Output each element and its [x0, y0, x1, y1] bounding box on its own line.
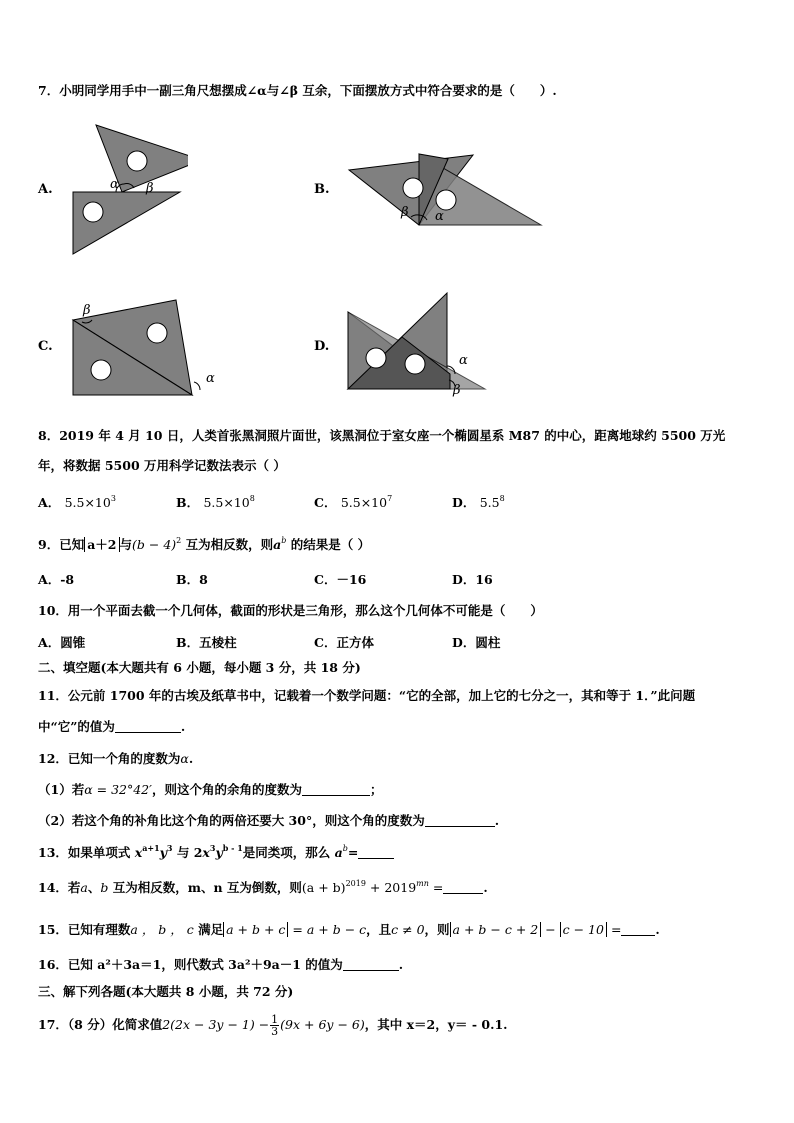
answer-blank[interactable] [425, 814, 495, 827]
q17-stem: 17．（8 分）化简求值2(2x − 3y − 1) − $\frac{1}{3}$ (9x + 6y − 6)，其中 x＝2，y＝ - 0.1. [38, 1013, 508, 1038]
q7-option-b-label: B. [314, 182, 330, 197]
alpha-label: α [110, 177, 119, 192]
q14-stem: 14．若a、b 互为相反数，m、n 互为倒数，则$(a + b)^{2019} + 2019^{mn}$ = . [38, 879, 488, 895]
triangle-hole-circle [405, 354, 425, 374]
angle-alpha-arc [194, 382, 200, 390]
q11-line2: 中“它”的值为 . [38, 719, 186, 734]
answer-blank[interactable] [621, 923, 655, 936]
beta-label: β [401, 205, 409, 220]
q7-stem: 7．小明同学用手中一副三角尺想摆成∠α与∠β 互余，下面摆放方式中符合要求的是（ ）. [38, 83, 557, 98]
q8-option-a: A． $5.5\times 10^3$ [38, 494, 116, 510]
q7-figure-b [345, 150, 545, 230]
answer-blank[interactable] [115, 720, 181, 733]
set-square-bottom [73, 192, 180, 254]
q12-stem: 12．已知一个角的度数为α. [38, 751, 194, 766]
alpha-label: α [459, 353, 468, 368]
q7-figure-c [68, 298, 228, 402]
q7-option-c-label: C. [38, 339, 53, 354]
q10-option-c: C．正方体 [314, 635, 374, 650]
q7-figure-d [345, 290, 495, 402]
triangle-hole-circle [83, 202, 103, 222]
q16-stem: 16．已知 a²＋3a＝1，则代数式 3a²＋9a－1 的值为 . [38, 957, 404, 972]
q9-option-a: A．-8 [38, 572, 75, 587]
alpha-label: α [206, 371, 215, 386]
section-2-heading: 二、填空题(本大题共有 6 小题，每小题 3 分，共 18 分) [38, 660, 361, 675]
q8-option-b: B． $5.5\times 10^8$ [176, 494, 255, 510]
triangle-hole-circle [403, 178, 423, 198]
q12-part1: （1）若α = 32°42′，则这个角的余角的度数为 ； [38, 782, 383, 797]
beta-label: β [83, 303, 91, 318]
fraction-one-third: $\frac{1}{3}$ [271, 1013, 279, 1038]
triangle-hole-circle [366, 348, 386, 368]
q12-part2: （2）若这个角的补角比这个角的两倍还要大 30°，则这个角的度数为 . [38, 813, 500, 828]
q7-figure-a [68, 120, 188, 260]
beta-label: β [453, 383, 461, 398]
triangle-hole-circle [91, 360, 111, 380]
answer-blank[interactable] [302, 783, 370, 796]
q11-line1: 11．公元前 1700 年的古埃及纸草书中，记载着一个数学问题：“它的全部，加上它的七分之一，其和等于 1．”此问题 [38, 688, 696, 703]
q8-option-d: D． $5.5^8$ [452, 494, 505, 510]
q15-stem: 15．已知有理数a ， b ， c 满足 a + b + c = a + b − c，且c ≠ 0，则 a + b − c + 2 − c − 10 = . [38, 922, 660, 937]
section-3-heading: 三、解下列各题(本大题共 8 小题，共 72 分) [38, 984, 294, 999]
q13-stem: 13．如果单项式 $x^{a+1}y^3$ 与 $2x^3y^{b - 1}$是同类项，那么 $a^b=$ [38, 845, 394, 861]
q10-stem: 10．用一个平面去截一个几何体，截面的形状是三角形，那么这个几何体不可能是（ ） [38, 603, 543, 618]
q8-line2: 年，将数据 5500 万用科学记数法表示（ ） [38, 458, 286, 473]
q9-stem: 9．已知 a＋2 与$(b - 4)^2$ 互为相反数，则$a^b$ 的结果是（ ） [38, 536, 371, 552]
answer-blank[interactable] [443, 881, 483, 894]
triangle-hole-circle [436, 190, 456, 210]
answer-blank[interactable] [343, 958, 399, 971]
triangle-hole-circle [147, 323, 167, 343]
q9-option-c: C．－16 [314, 572, 367, 587]
q9-abs: a＋2 [84, 537, 119, 552]
q8-option-c: C． $5.5\times 10^7$ [314, 494, 393, 510]
q10-option-a: A．圆锥 [38, 635, 86, 650]
beta-label: β [146, 181, 154, 196]
answer-blank[interactable] [358, 846, 394, 859]
q9-option-b: B．8 [176, 572, 208, 587]
q8-line1: 8．2019 年 4 月 10 日，人类首张黑洞照片面世，该黑洞位于室女座一个椭圆星系 M87 的中心，距离地球约 5500 万光 [38, 428, 726, 443]
q9-option-d: D．16 [452, 572, 493, 587]
q10-option-b: B．五棱柱 [176, 635, 237, 650]
triangle-hole-circle [127, 151, 147, 171]
q10-option-d: D．圆柱 [452, 635, 501, 650]
q7-option-d-label: D. [314, 339, 330, 354]
alpha-label: α [435, 209, 444, 224]
q7-option-a-label: A. [38, 182, 53, 197]
